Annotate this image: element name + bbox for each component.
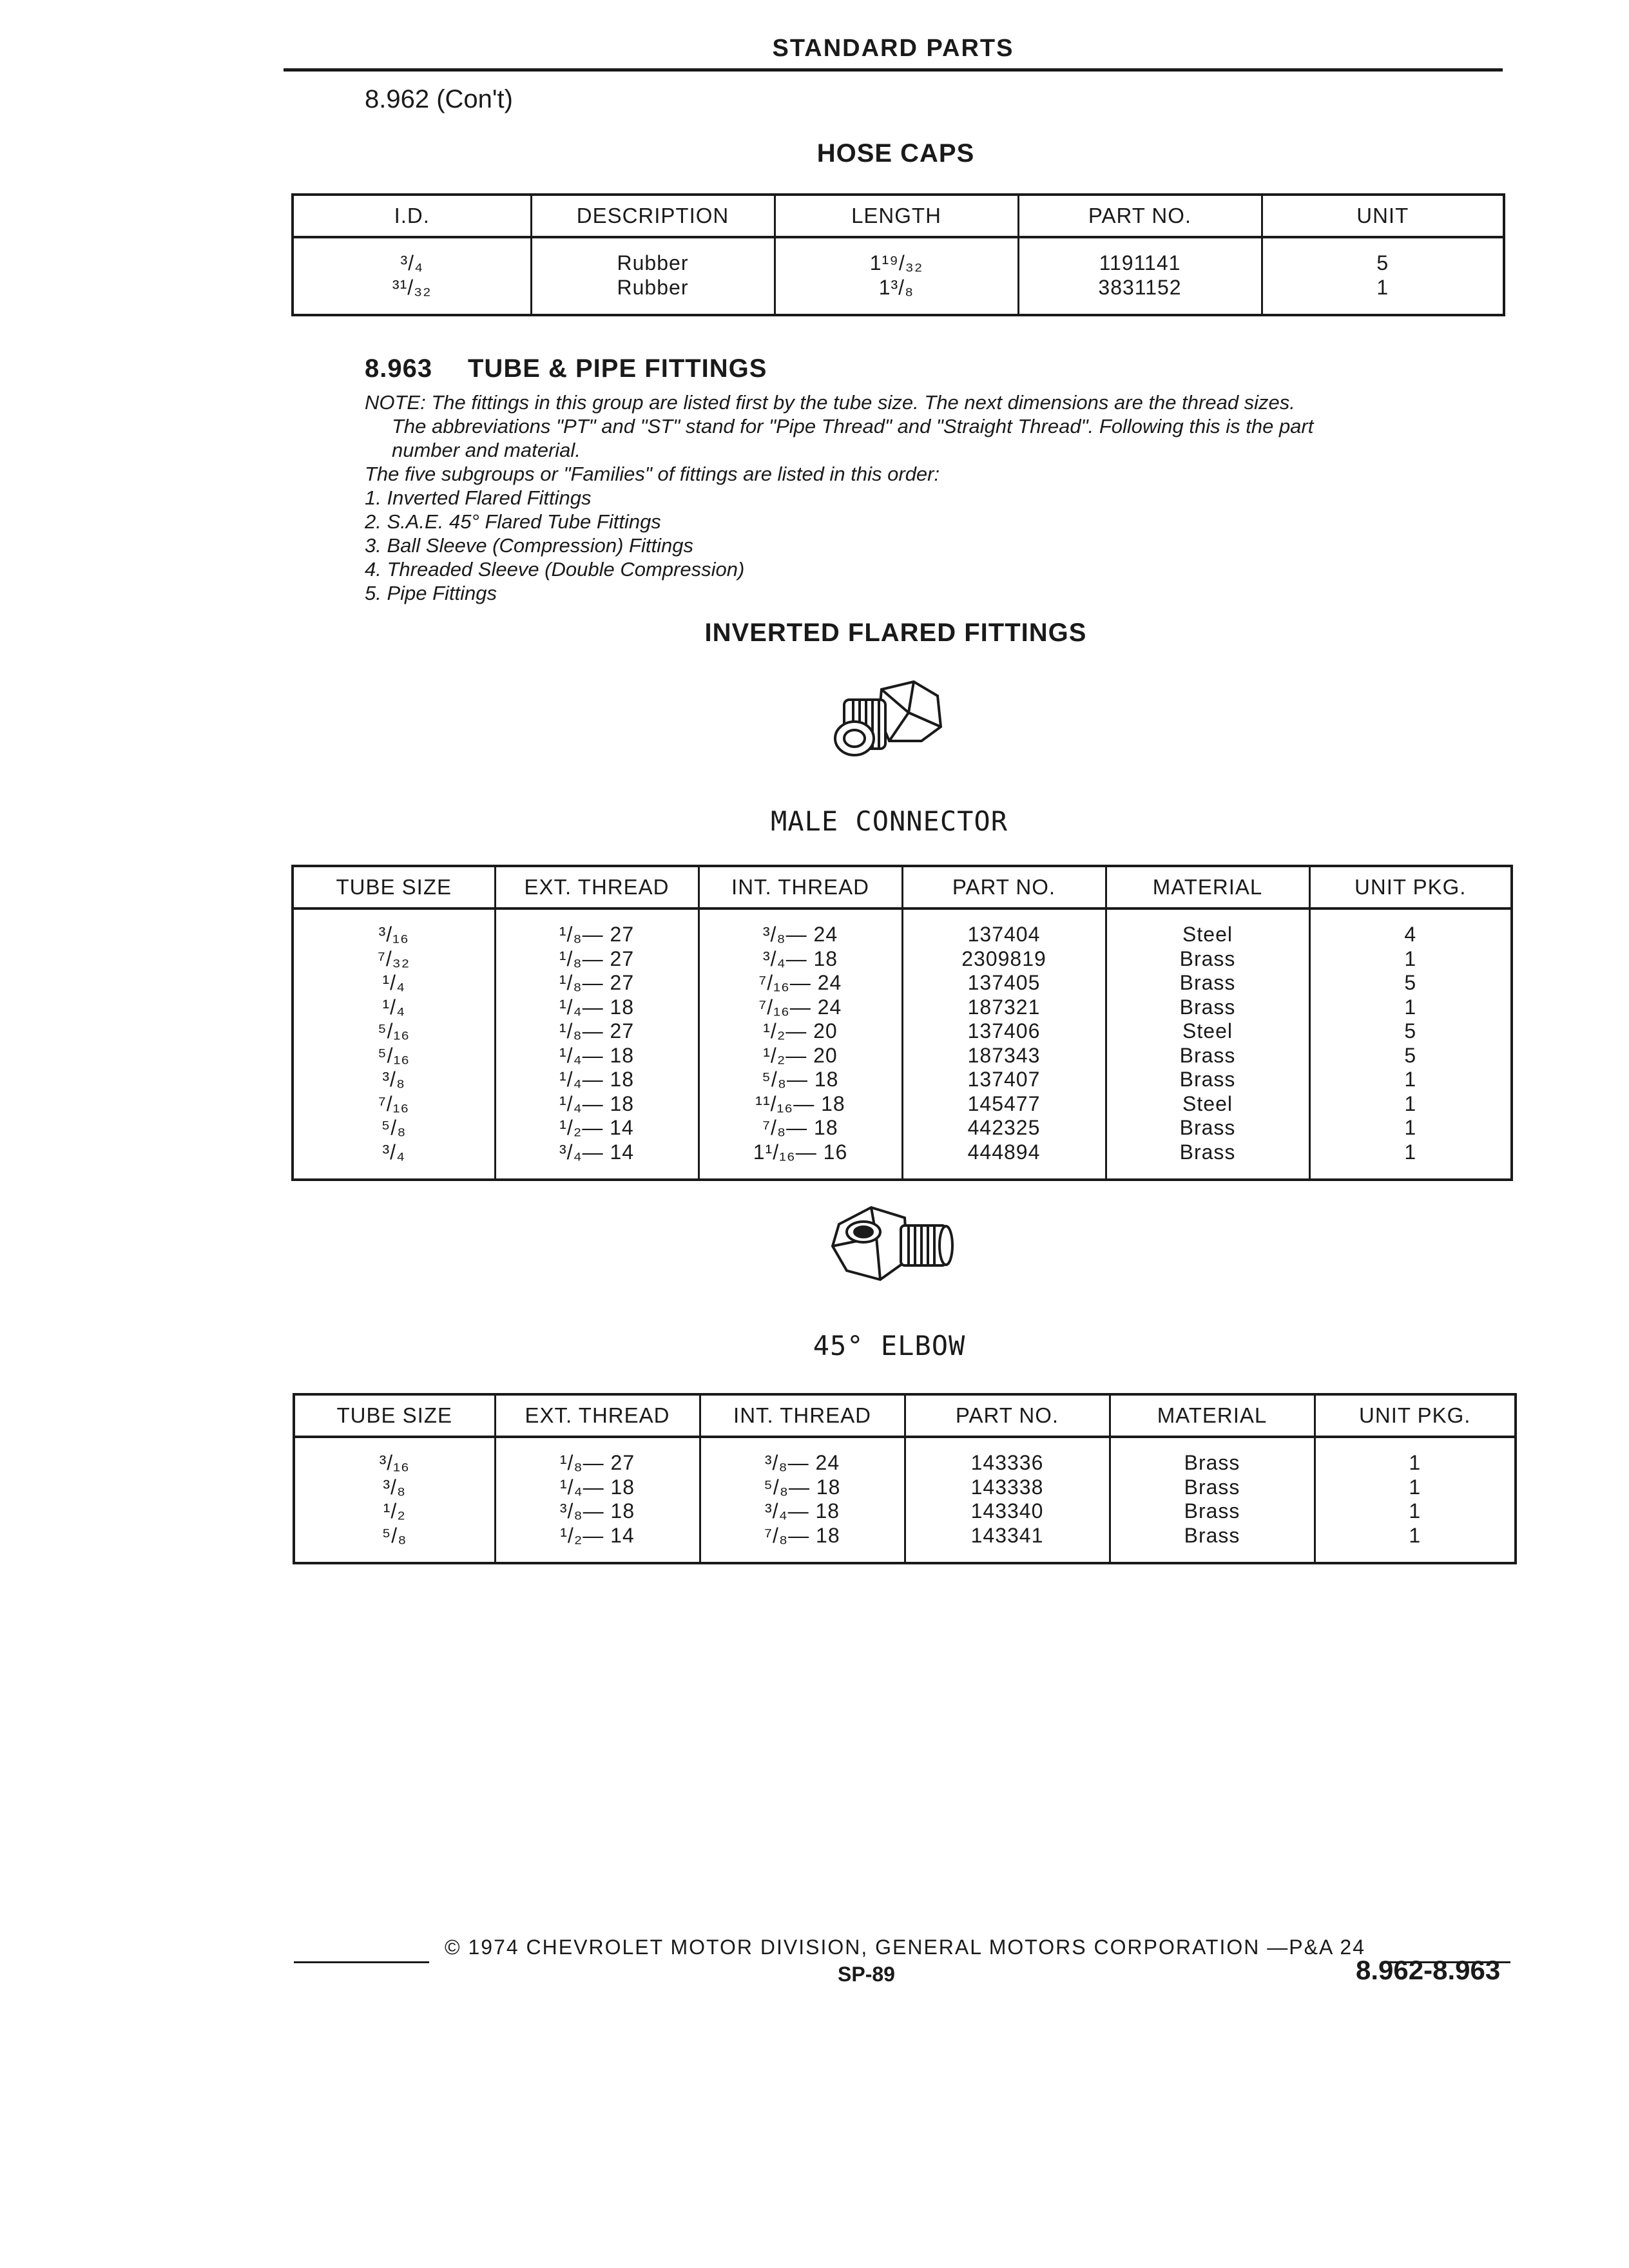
column-header: INT. THREAD	[700, 1394, 905, 1437]
ext-thread-cell: ¹/₈— 27	[495, 1019, 699, 1044]
tube-size-cell: ³/₄	[293, 1140, 495, 1165]
male-connector-body	[293, 908, 1512, 1180]
unit-pkg-cell: 5	[1309, 971, 1512, 995]
table-row	[294, 1524, 1516, 1548]
footer-page-code: SP-89	[838, 1963, 895, 1986]
family-item: 3. Ball Sleeve (Compression) Fittings	[365, 534, 693, 557]
material-cell: Brass	[1106, 947, 1309, 972]
families-intro: The five subgroups or "Families" of fittings are listed in this order:	[365, 463, 940, 485]
male-connector-fitting-icon	[831, 677, 947, 773]
int-thread-cell: ³/₈— 24	[700, 1451, 905, 1475]
table-header-row	[293, 866, 1512, 908]
family-item: 5. Pipe Fittings	[365, 582, 497, 604]
part-number-cell: 143338	[905, 1475, 1110, 1500]
table-row	[294, 1451, 1516, 1475]
column-header: MATERIAL	[1110, 1394, 1315, 1437]
footer-rule	[294, 1961, 429, 1963]
elbow-45-fitting-icon	[825, 1198, 960, 1289]
table-row	[293, 1068, 1512, 1092]
part-number-cell: 137406	[902, 1019, 1106, 1044]
column-header: PART NO.	[902, 866, 1106, 908]
unit-pkg-cell: 4	[1309, 923, 1512, 947]
inverted-flared-title: INVERTED FLARED FITTINGS	[704, 619, 1087, 647]
note-block	[365, 390, 1512, 605]
column-header: EXT. THREAD	[495, 866, 699, 908]
ext-thread-cell: ¹/₄— 18	[495, 995, 699, 1020]
unit-pkg-cell: 1	[1315, 1451, 1516, 1475]
tube-size-cell: ⁵/₈	[293, 1116, 495, 1140]
ext-thread-cell: ³/₈— 18	[495, 1499, 700, 1524]
material-cell: Steel	[1106, 1092, 1309, 1117]
ext-thread-cell: ¹/₄— 18	[495, 1092, 699, 1117]
table-row	[293, 1116, 1512, 1140]
int-thread-cell: ¹/₂— 20	[699, 1019, 902, 1044]
int-thread-cell: ⁵/₈— 18	[700, 1475, 905, 1500]
part-number-cell: 444894	[902, 1140, 1106, 1165]
hose-caps-title: HOSE CAPS	[816, 139, 975, 168]
column-header: UNIT	[1262, 195, 1504, 237]
tube-size-cell: ⁵/₁₆	[293, 1044, 495, 1068]
table-row	[293, 251, 1504, 276]
column-header: INT. THREAD	[699, 866, 902, 908]
tube-size-cell: ⁵/₈	[294, 1524, 495, 1548]
part-number-cell: 137405	[902, 971, 1106, 995]
column-header: EXT. THREAD	[495, 1394, 700, 1437]
male-connector-caption: MALE CONNECTOR	[770, 805, 1008, 837]
part-number-cell: 137407	[902, 1068, 1106, 1092]
int-thread-cell: ³/₄— 18	[700, 1499, 905, 1524]
table-row	[293, 1140, 1512, 1165]
description-cell: Rubber	[531, 251, 775, 276]
id-cell: ³¹/₃₂	[293, 276, 531, 300]
int-thread-cell: ⁷/₈— 18	[700, 1524, 905, 1548]
unit-cell: 1	[1262, 276, 1504, 300]
ext-thread-cell: ¹/₂— 14	[495, 1524, 700, 1548]
part-number-cell: 137404	[902, 923, 1106, 947]
elbow-caption: 45° ELBOW	[813, 1330, 966, 1361]
family-item: 2. S.A.E. 45° Flared Tube Fittings	[365, 510, 661, 533]
table-row	[293, 971, 1512, 995]
table-row	[293, 1019, 1512, 1044]
unit-pkg-cell: 5	[1309, 1019, 1512, 1044]
tube-size-cell: ³/₈	[294, 1475, 495, 1500]
male-connector-table	[291, 865, 1513, 1181]
int-thread-cell: ⁷/₈— 18	[699, 1116, 902, 1140]
table-row	[293, 923, 1512, 947]
id-cell: ³/₄	[293, 251, 531, 276]
column-header: LENGTH	[775, 195, 1018, 237]
table-row	[293, 1092, 1512, 1117]
material-cell: Brass	[1110, 1451, 1315, 1475]
material-cell: Brass	[1106, 995, 1309, 1020]
footer-section-ref: 8.962-8.963	[1356, 1955, 1501, 1985]
footer-copyright: © 1974 CHEVROLET MOTOR DIVISION, GENERAL MOTORS CORPORATION —P&A 24	[445, 1936, 1365, 1959]
table-header-row	[294, 1394, 1516, 1437]
column-header: UNIT PKG.	[1315, 1394, 1516, 1437]
unit-pkg-cell: 1	[1315, 1524, 1516, 1548]
unit-pkg-cell: 1	[1309, 1140, 1512, 1165]
table-row	[293, 995, 1512, 1020]
section-continued-label: 8.962 (Con't)	[365, 85, 513, 113]
material-cell: Brass	[1110, 1524, 1315, 1548]
part-number-cell: 143340	[905, 1499, 1110, 1524]
section-heading	[365, 354, 767, 383]
ext-thread-cell: ¹/₄— 18	[495, 1044, 699, 1068]
note-line: The abbreviations "PT" and "ST" stand for "Pipe Thread" and "Straight Thread". Following this is the part	[392, 415, 1314, 437]
int-thread-cell: ³/₄— 18	[699, 947, 902, 972]
ext-thread-cell: ¹/₈— 27	[495, 1451, 700, 1475]
hose-caps-table	[291, 193, 1505, 316]
int-thread-cell: ¹¹/₁₆— 18	[699, 1092, 902, 1117]
ext-thread-cell: ¹/₄— 18	[495, 1475, 700, 1500]
unit-pkg-cell: 1	[1309, 995, 1512, 1020]
table-row	[294, 1475, 1516, 1500]
tube-size-cell: ¹/₄	[293, 971, 495, 995]
part-number-cell: 187321	[902, 995, 1106, 1020]
ext-thread-cell: ¹/₈— 27	[495, 923, 699, 947]
material-cell: Brass	[1106, 1068, 1309, 1092]
column-header: MATERIAL	[1106, 866, 1309, 908]
material-cell: Steel	[1106, 923, 1309, 947]
unit-pkg-cell: 1	[1309, 1068, 1512, 1092]
column-header: PART NO.	[1018, 195, 1262, 237]
tube-size-cell: ³/₁₆	[293, 923, 495, 947]
int-thread-cell: ¹/₂— 20	[699, 1044, 902, 1068]
material-cell: Brass	[1106, 1116, 1309, 1140]
tube-size-cell: ¹/₄	[293, 995, 495, 1020]
material-cell: Brass	[1110, 1499, 1315, 1524]
unit-cell: 5	[1262, 251, 1504, 276]
ext-thread-cell: ¹/₂— 14	[495, 1116, 699, 1140]
material-cell: Brass	[1106, 971, 1309, 995]
note-line: number and material.	[392, 439, 581, 461]
column-header: DESCRIPTION	[531, 195, 775, 237]
table-header-row	[293, 195, 1504, 237]
part-number-cell: 145477	[902, 1092, 1106, 1117]
int-thread-cell: 1¹/₁₆— 16	[699, 1140, 902, 1165]
tube-size-cell: ¹/₂	[294, 1499, 495, 1524]
length-cell: 1³/₈	[775, 276, 1018, 300]
tube-size-cell: ⁵/₁₆	[293, 1019, 495, 1044]
part-number-cell: 2309819	[902, 947, 1106, 972]
ext-thread-cell: ¹/₈— 27	[495, 947, 699, 972]
int-thread-cell: ⁷/₁₆— 24	[699, 971, 902, 995]
elbow-45-table	[293, 1393, 1517, 1564]
unit-pkg-cell: 1	[1315, 1499, 1516, 1524]
unit-pkg-cell: 1	[1309, 1116, 1512, 1140]
section-title: TUBE & PIPE FITTINGS	[468, 354, 767, 383]
unit-pkg-cell: 1	[1309, 1092, 1512, 1117]
unit-pkg-cell: 1	[1309, 947, 1512, 972]
page-header	[284, 31, 1503, 72]
column-header: TUBE SIZE	[294, 1394, 495, 1437]
material-cell: Brass	[1106, 1044, 1309, 1068]
part-number-cell: 187343	[902, 1044, 1106, 1068]
section-number: 8.963	[365, 354, 433, 383]
family-item: 4. Threaded Sleeve (Double Compression)	[365, 558, 745, 581]
material-cell: Brass	[1110, 1475, 1315, 1500]
note-line: NOTE: The fittings in this group are listed first by the tube size. The next dimensions are the thread sizes.	[365, 391, 1295, 414]
part-number-cell: 143341	[905, 1524, 1110, 1548]
tube-size-cell: ³/₁₆	[294, 1451, 495, 1475]
tube-size-cell: ⁷/₃₂	[293, 947, 495, 972]
int-thread-cell: ⁵/₈— 18	[699, 1068, 902, 1092]
material-cell: Brass	[1106, 1140, 1309, 1165]
column-header: TUBE SIZE	[293, 866, 495, 908]
description-cell: Rubber	[531, 276, 775, 300]
family-item: 1. Inverted Flared Fittings	[365, 486, 592, 509]
page-title: STANDARD PARTS	[772, 35, 1014, 62]
ext-thread-cell: ¹/₄— 18	[495, 1068, 699, 1092]
part-number-cell: 3831152	[1018, 276, 1262, 300]
tube-size-cell: ³/₈	[293, 1068, 495, 1092]
table-row	[294, 1499, 1516, 1524]
elbow-body	[294, 1437, 1516, 1563]
unit-pkg-cell: 5	[1309, 1044, 1512, 1068]
ext-thread-cell: ³/₄— 14	[495, 1140, 699, 1165]
part-number-cell: 143336	[905, 1451, 1110, 1475]
int-thread-cell: ³/₈— 24	[699, 923, 902, 947]
table-row	[293, 1044, 1512, 1068]
tube-size-cell: ⁷/₁₆	[293, 1092, 495, 1117]
column-header: PART NO.	[905, 1394, 1110, 1437]
ext-thread-cell: ¹/₈— 27	[495, 971, 699, 995]
column-header: UNIT PKG.	[1309, 866, 1512, 908]
unit-pkg-cell: 1	[1315, 1475, 1516, 1500]
column-header: I.D.	[293, 195, 531, 237]
table-row	[293, 947, 1512, 972]
length-cell: 1¹⁹/₃₂	[775, 251, 1018, 276]
table-row	[293, 276, 1504, 300]
int-thread-cell: ⁷/₁₆— 24	[699, 995, 902, 1020]
material-cell: Steel	[1106, 1019, 1309, 1044]
part-number-cell: 1191141	[1018, 251, 1262, 276]
part-number-cell: 442325	[902, 1116, 1106, 1140]
